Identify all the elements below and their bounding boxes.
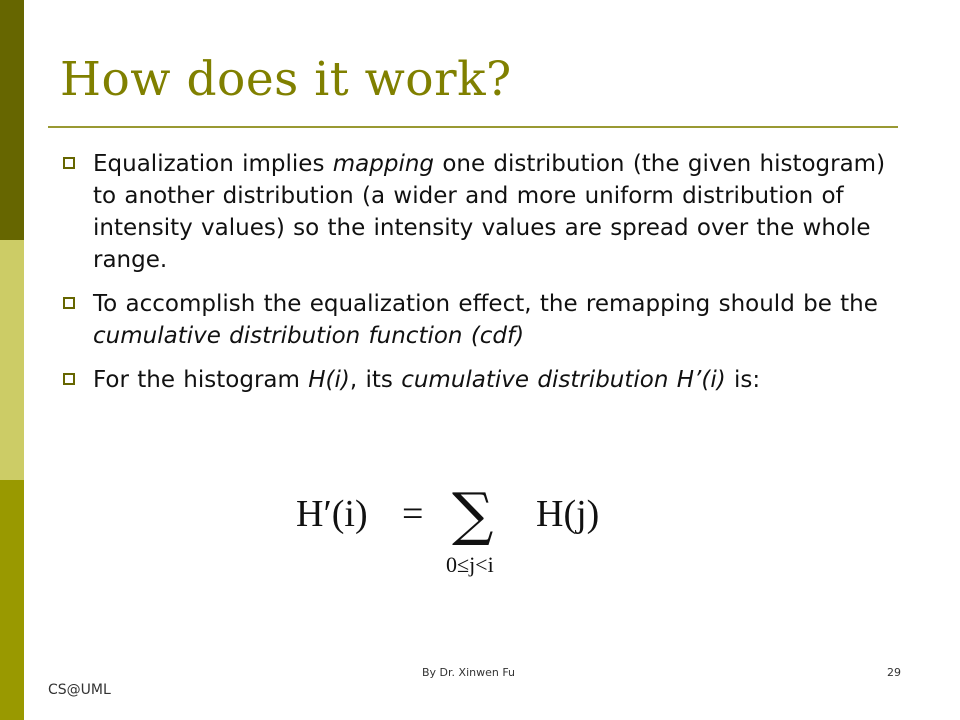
bullet-segment: is: bbox=[725, 367, 761, 393]
bullet-segment: , its bbox=[349, 367, 402, 393]
bullet-item bbox=[60, 288, 900, 352]
bullet-text bbox=[93, 288, 900, 352]
sum-symbol: ∑ bbox=[452, 480, 494, 548]
bullet-item bbox=[60, 148, 900, 276]
formula-equals: = bbox=[402, 493, 424, 535]
footer-course: CS@UML bbox=[48, 682, 111, 698]
bullet-segment: Equalization implies bbox=[93, 151, 333, 177]
bullet-segment: For the histogram bbox=[93, 367, 309, 393]
bullet-segment-italic: H(i) bbox=[308, 367, 350, 393]
sum-range: 0≤j<i bbox=[446, 552, 494, 577]
bullet-item bbox=[60, 364, 900, 396]
square-bullet-icon bbox=[63, 373, 75, 385]
slide-number: 29 bbox=[887, 666, 901, 679]
square-bullet-icon bbox=[63, 297, 75, 309]
slide-title: How does it work? bbox=[60, 52, 512, 107]
cdf-formula bbox=[296, 468, 626, 588]
bullet-segment: one distribution (the given histogram) to another distribution (a wider and more uniform distribution of intensity values) so the intensity values are spread over the whole range. bbox=[93, 151, 886, 273]
bullet-segment: To accomplish the equalization effect, the remapping should be the bbox=[93, 291, 878, 317]
bullet-segment-italic: cumulative distribution function (cdf) bbox=[93, 323, 525, 349]
square-bullet-icon bbox=[63, 157, 75, 169]
bullet-segment-italic: mapping bbox=[332, 151, 435, 177]
bullet-segment-italic: cumulative distribution H’(i) bbox=[401, 367, 726, 393]
formula-lhs: H′(i) bbox=[296, 493, 368, 535]
bullet-list bbox=[60, 148, 900, 408]
formula-rhs: H(j) bbox=[536, 493, 600, 535]
side-strip-bottom bbox=[0, 480, 24, 720]
footer-author: By Dr. Xinwen Fu bbox=[422, 666, 516, 679]
side-strip-middle bbox=[0, 240, 24, 480]
bullet-text bbox=[93, 364, 900, 396]
title-divider bbox=[48, 126, 898, 128]
bullet-text bbox=[93, 148, 900, 276]
side-strip-top bbox=[0, 0, 24, 240]
